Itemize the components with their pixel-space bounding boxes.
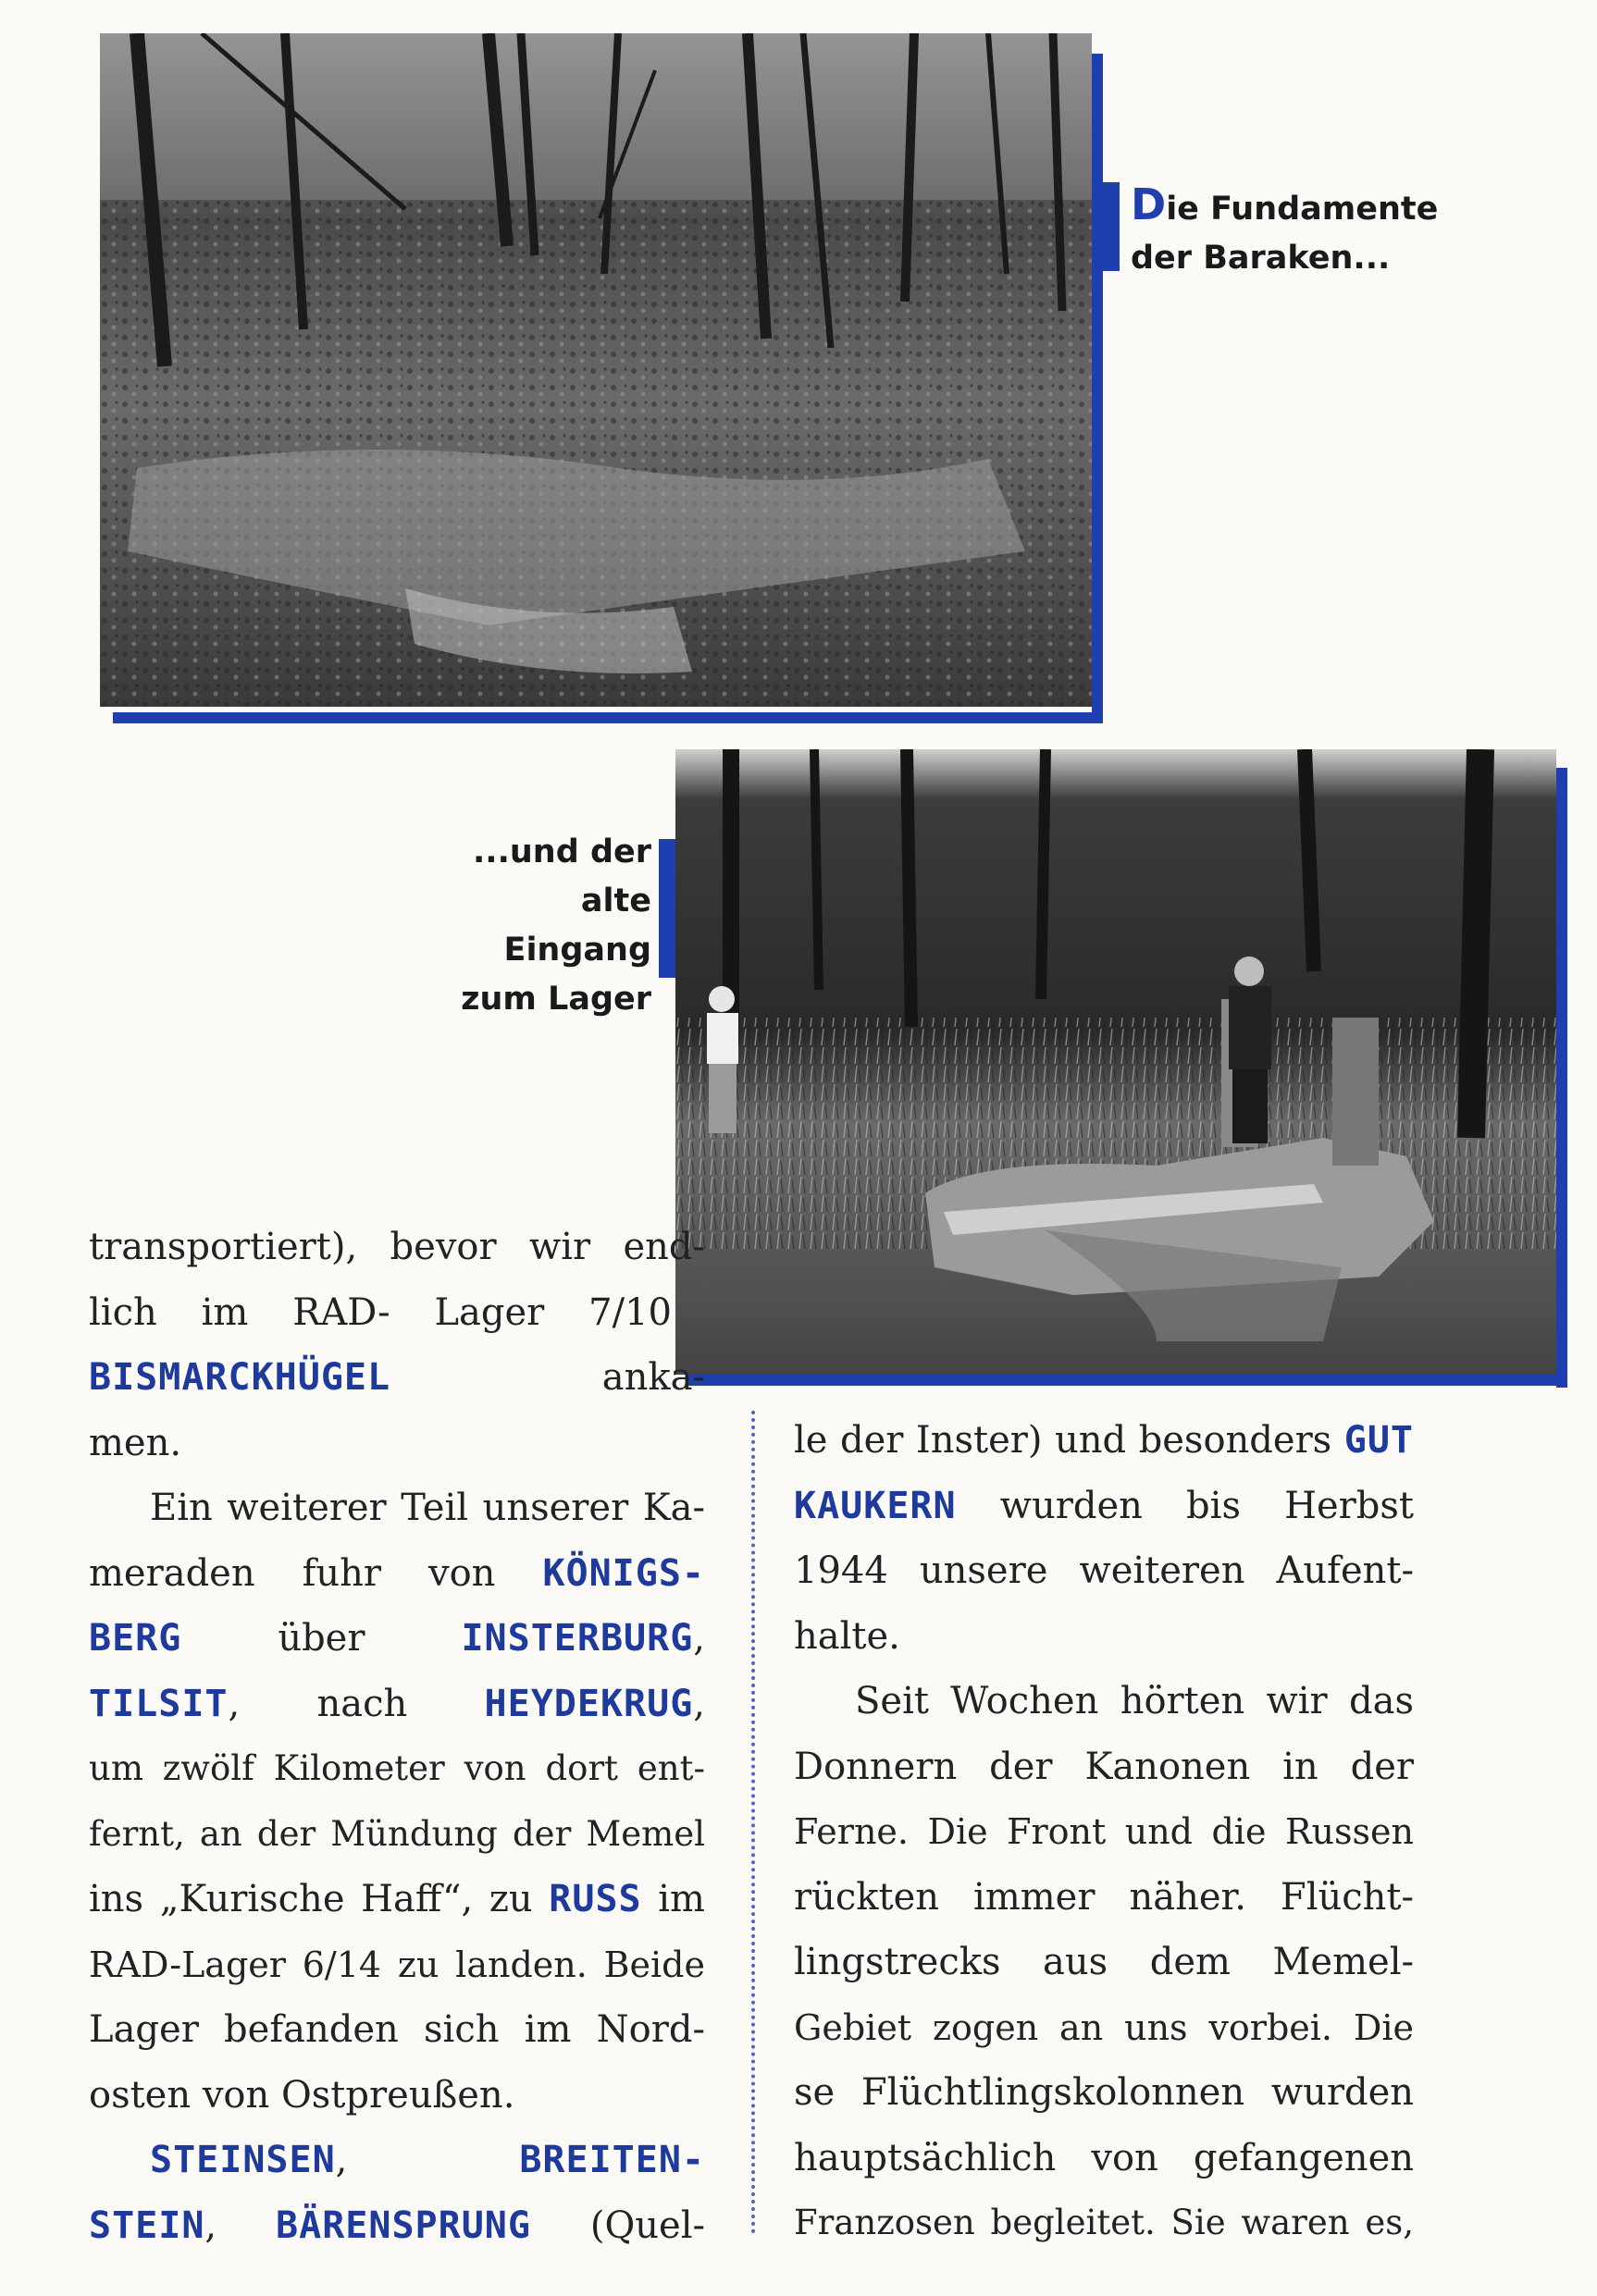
text-line: [89, 2128, 705, 2193]
text-line: 1944 unsere weiteren Aufent-: [794, 1549, 1414, 1592]
place-name: INSTERBURG: [461, 1617, 694, 1660]
text-fragment: anka-: [601, 1356, 705, 1399]
place-name: HEYDEKRUG: [484, 1682, 694, 1725]
text-line: [89, 1867, 705, 1932]
text-line: Ferne. Die Front und die Russen: [794, 1811, 1414, 1852]
text-line: Lager befanden sich im Nord-: [89, 2008, 705, 2051]
text-line: [89, 1345, 705, 1411]
photo-frame-bottom-bar: [113, 712, 1103, 723]
photo-camp-entrance: [675, 749, 1556, 1375]
place-name: BISMARCKHÜGEL: [89, 1356, 391, 1399]
place-name: BÄRENSPRUNG: [276, 2203, 531, 2247]
place-name: GUT: [1343, 1419, 1414, 1462]
text-line: men.: [89, 1421, 182, 1464]
text-line: Gebiet zogen an uns vorbei. Die: [794, 2006, 1414, 2048]
text-fragment: ins „Kurische Haff“, zu: [89, 1878, 533, 1920]
text-line: transportiert), bevor wir end-: [89, 1226, 705, 1268]
text-fragment: ,: [204, 2203, 217, 2247]
text-fragment: über: [278, 1617, 365, 1660]
photo-barrack-foundations: [100, 33, 1092, 707]
column-divider: [751, 1411, 755, 2234]
text-line: fernt, an der Mündung der Memel: [89, 1813, 705, 1854]
photo2-frame-bottom-bar: [688, 1375, 1567, 1386]
text-line: Franzosen begleitet. Sie waren es,: [794, 2203, 1414, 2242]
caption-top-line2: der Baraken...: [1131, 240, 1391, 277]
text-line: [89, 1672, 705, 1737]
text-line: [794, 1408, 1414, 1474]
text-line: Donnern der Kanonen in der: [794, 1745, 1414, 1788]
text-fragment: , nach: [228, 1682, 408, 1725]
text-fragment: le der Inster) und besonders: [794, 1419, 1332, 1462]
text-line: halte.: [794, 1614, 900, 1658]
text-fragment: ,: [693, 1682, 706, 1725]
text-fragment: (Quel-: [589, 2203, 705, 2247]
left-column: [89, 1215, 705, 2258]
photo-frame-right-bar: [1092, 54, 1103, 723]
text-fragment: ,: [335, 2139, 348, 2181]
text-line: rückten immer näher. Flücht-: [794, 1875, 1414, 1919]
caption-bottom: [407, 828, 651, 1024]
caption-top-line1: ie Fundamente: [1166, 191, 1439, 228]
right-column: [794, 1408, 1414, 2256]
caption-bottom-line2: Eingang: [503, 932, 651, 969]
text-line: se Flüchtlingskolonnen wurden: [794, 2071, 1414, 2114]
place-name: BREITEN-: [519, 2139, 705, 2181]
text-line: Seit Wochen hörten wir das: [855, 1680, 1414, 1722]
text-line: lingstrecks aus dem Memel-: [794, 1941, 1414, 1983]
text-line: Ein weiterer Teil unserer Ka-: [150, 1487, 705, 1529]
text-line: osten von Ostpreußen.: [89, 2073, 515, 2117]
place-name: STEINSEN: [150, 2139, 336, 2181]
place-name: RUSS: [549, 1878, 642, 1920]
caption-top: [1131, 180, 1438, 283]
text-line: [89, 1541, 705, 1607]
caption-bottom-line1: ...und der alte: [472, 833, 651, 920]
photo2-frame-right-bar: [1556, 768, 1567, 1388]
text-fragment: im: [658, 1878, 705, 1920]
camp-entrance-photo-graphic: [675, 749, 1556, 1375]
caption-initial-letter: D: [1131, 179, 1167, 229]
text-fragment: ,: [693, 1617, 706, 1660]
place-name: KÖNIGS-: [542, 1551, 706, 1595]
caption-bottom-line3: zum Lager: [461, 981, 651, 1018]
text-line: lich im RAD- Lager 7/10: [89, 1290, 672, 1334]
forest-photo-graphic: [100, 33, 1092, 707]
place-name: BERG: [89, 1617, 182, 1660]
place-name: TILSIT: [89, 1682, 229, 1725]
text-line: [89, 2193, 705, 2259]
text-fragment: meraden fuhr von: [89, 1551, 496, 1595]
text-line: [89, 1606, 705, 1672]
text-line: RAD-Lager 6/14 zu landen. Beide: [89, 1944, 705, 1985]
text-line: um zwölf Kilometer von dort ent-: [89, 1748, 705, 1788]
place-name: STEIN: [89, 2203, 205, 2247]
caption-accent-bar: [1103, 182, 1120, 271]
text-fragment: wurden bis Herbst: [999, 1484, 1414, 1527]
text-line: hauptsächlich von gefangenen: [794, 2136, 1414, 2179]
text-line: [794, 1474, 1414, 1539]
caption2-accent-bar: [659, 839, 675, 978]
place-name: KAUKERN: [794, 1484, 957, 1527]
